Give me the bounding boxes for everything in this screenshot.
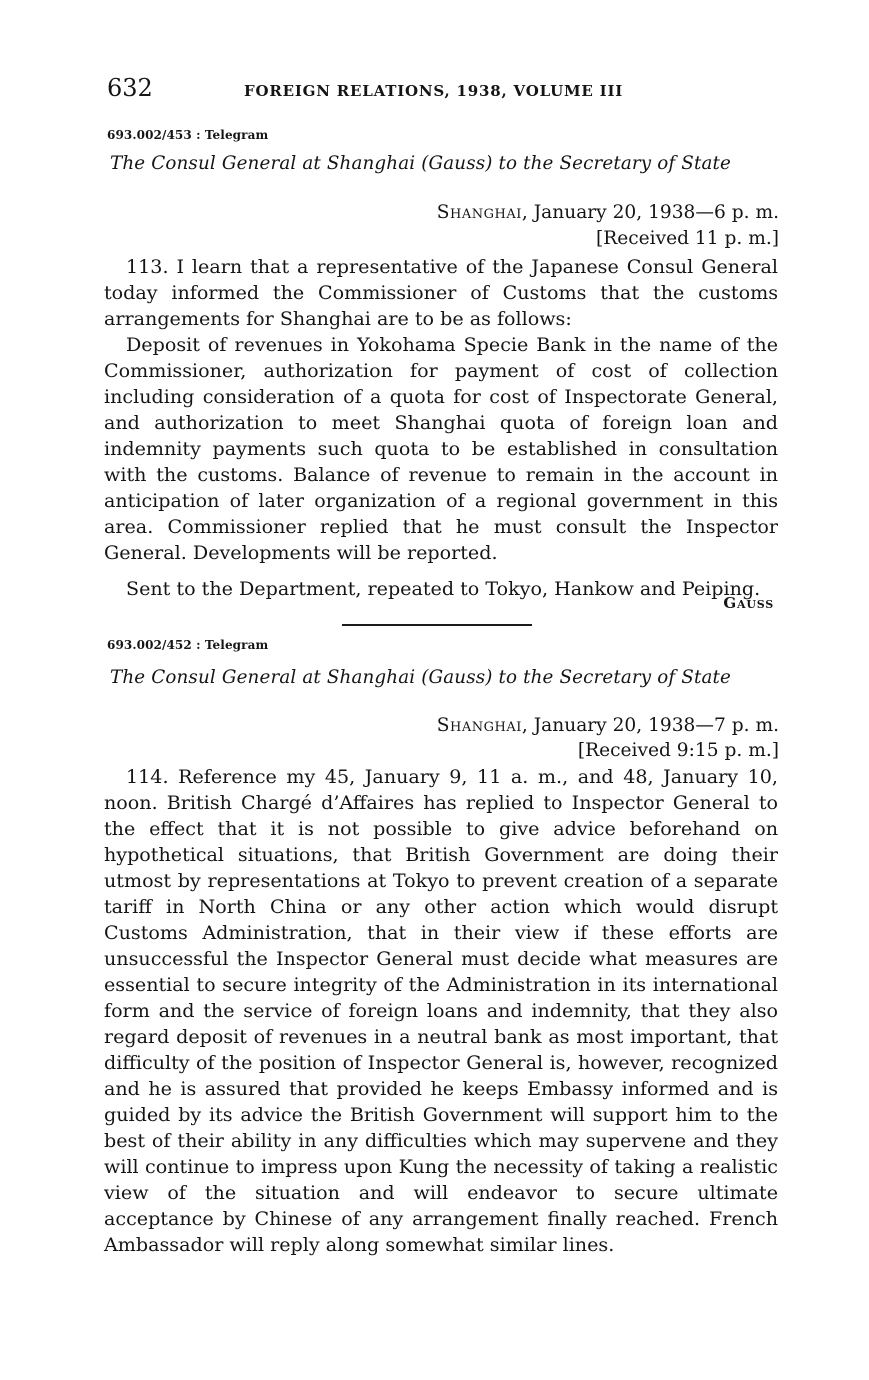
second-received-line: [Received 9:15 p. m.] [577,740,779,761]
first-dateline [437,202,779,224]
first-received-line: [Received 11 p. m.] [595,228,779,249]
first-signature: Gauss [723,594,774,612]
running-head: FOREIGN RELATIONS, 1938, VOLUME III [244,82,624,100]
telegram-paragraph: 113. I learn that a representative of the Japanese Consul General today informed the Commissioner of Customs that the customs arrangements for Shanghai are to be as follows: [104,255,778,330]
second-document-reference: 693.002/452 : Telegram [107,638,269,652]
second-dateline-sent: , January 20, 1938—7 p. m. [521,715,779,736]
page-header [107,74,777,106]
first-document-reference: 693.002/453 : Telegram [107,128,269,142]
second-dateline [437,715,779,737]
telegram-paragraph: Deposit of revenues in Yokohama Specie Bank in the name of the Commissioner, authorization for payment of cost of collection including consideration of a quota for cost of Inspectorate General, and authorization to meet Shanghai quota of foreign loan and indemnity payments such quota to be established in consultation with the customs. Balance of revenue to remain in the account in anticipation of later organization of a regional government in this area. Commissioner replied that he must consult the Inspector General. Developments will be reported. [104,333,778,564]
page-number: 632 [107,74,153,102]
telegram-paragraph: 114. Reference my 45, January 9, 11 a. m., and 48, January 10, noon. British Chargé d’Affaires has replied to Inspector General to the effect that it is not possible to give advice beforehand on hypothetical situations, that British Government are doing their utmost by representations at Tokyo to prevent creation of a separate tariff in North China or any other action which would disrupt Customs Administration, that in their view if these efforts are unsuccessful the Inspector General must decide what measures are essential to secure integrity of the Administration in its international form and the service of foreign loans and indemnity, that they also regard deposit of revenues in a neutral bank as most important, that difficulty of the position of Inspector General is, however, recognized and he is assured that provided he keeps Embassy informed and is guided by its advice the British Government will support him to the best of their ability in any difficulties which may supervene and they will continue to impress upon Kung the necessity of taking a realistic view of the situation and will endeavor to secure ultimate acceptance by Chinese of any arrangement finally reached. French Ambassador will reply along somewhat similar lines. [104,765,778,1256]
second-telegram-body [104,764,778,1258]
first-telegram-body [104,254,778,602]
first-dateline-sent: , January 20, 1938—6 p. m. [521,202,779,223]
telegram-paragraph: Sent to the Department, repeated to Tokyo, Hankow and Peiping. [126,577,761,600]
first-dateline-place: Shanghai [436,202,522,223]
first-document-title: The Consul General at Shanghai (Gauss) to the Secretary of State [110,153,731,174]
second-dateline-place: Shanghai [436,715,522,736]
section-separator [342,624,532,626]
second-document-title: The Consul General at Shanghai (Gauss) to the Secretary of State [110,667,731,688]
